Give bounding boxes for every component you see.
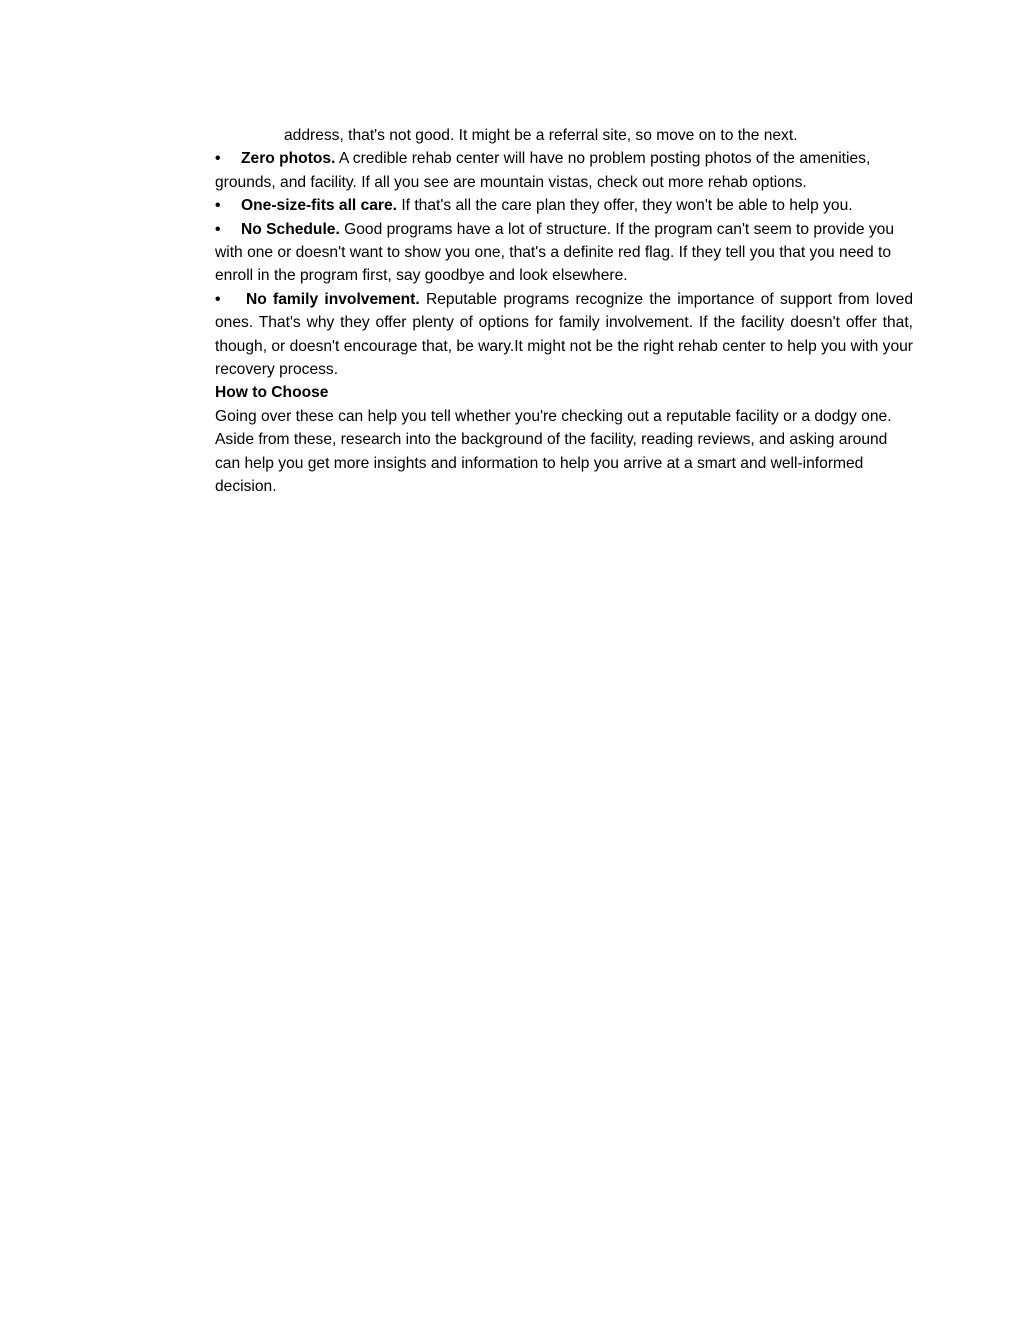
bullet-lead: One-size-fits all care. (241, 197, 397, 215)
section-heading: How to Choose (215, 384, 329, 402)
bullet-text: A credible rehab center will have no problem posting photos of the amenities, grounds, and facility. If all you see are mountain vistas, check out more rehab options. (215, 150, 871, 191)
continuation-line: address, that's not good. It might be a referral site, so move on to the next. (284, 127, 798, 144)
bullet-lead: Zero photos. (241, 150, 336, 168)
bullet-lead: No family involvement. (246, 290, 420, 308)
bullet-icon: • (215, 150, 221, 168)
bullet-icon: • (215, 290, 221, 308)
document-body (215, 124, 913, 499)
bullet-icon: • (215, 220, 221, 238)
bullet-text: Reputable programs recognize the importance of support from loved ones. That's why they offer plenty of options for family involvement. If the facility doesn't offer that, though, or doesn't encourage that, be wary.It might not be the right rehab center to help you with your recovery process. (215, 290, 913, 379)
bullet-no-family-involvement (215, 288, 913, 382)
bullet-text: Good programs have a lot of structure. If the program can't seem to provide you with one or doesn't want to show you one, that's a definite red flag. If they tell you that you need to enroll in the program first, say goodbye and look elsewhere. (215, 220, 895, 285)
bullet-icon: • (215, 197, 221, 215)
closing-paragraph: Going over these can help you tell whether you're checking out a reputable facility or a dodgy one. Aside from these, research into the background of the facility, reading reviews, and asking around can help you get more insights and information to help you arrive at a smart and well-informed decision. (215, 407, 892, 496)
bullet-one-size-fits-all (215, 194, 913, 217)
bullet-lead: No Schedule. (241, 220, 340, 238)
bullet-no-schedule (215, 218, 913, 288)
bullet-text: If that's all the care plan they offer, they won't be able to help you. (397, 197, 853, 215)
bullet-zero-photos (215, 147, 913, 194)
